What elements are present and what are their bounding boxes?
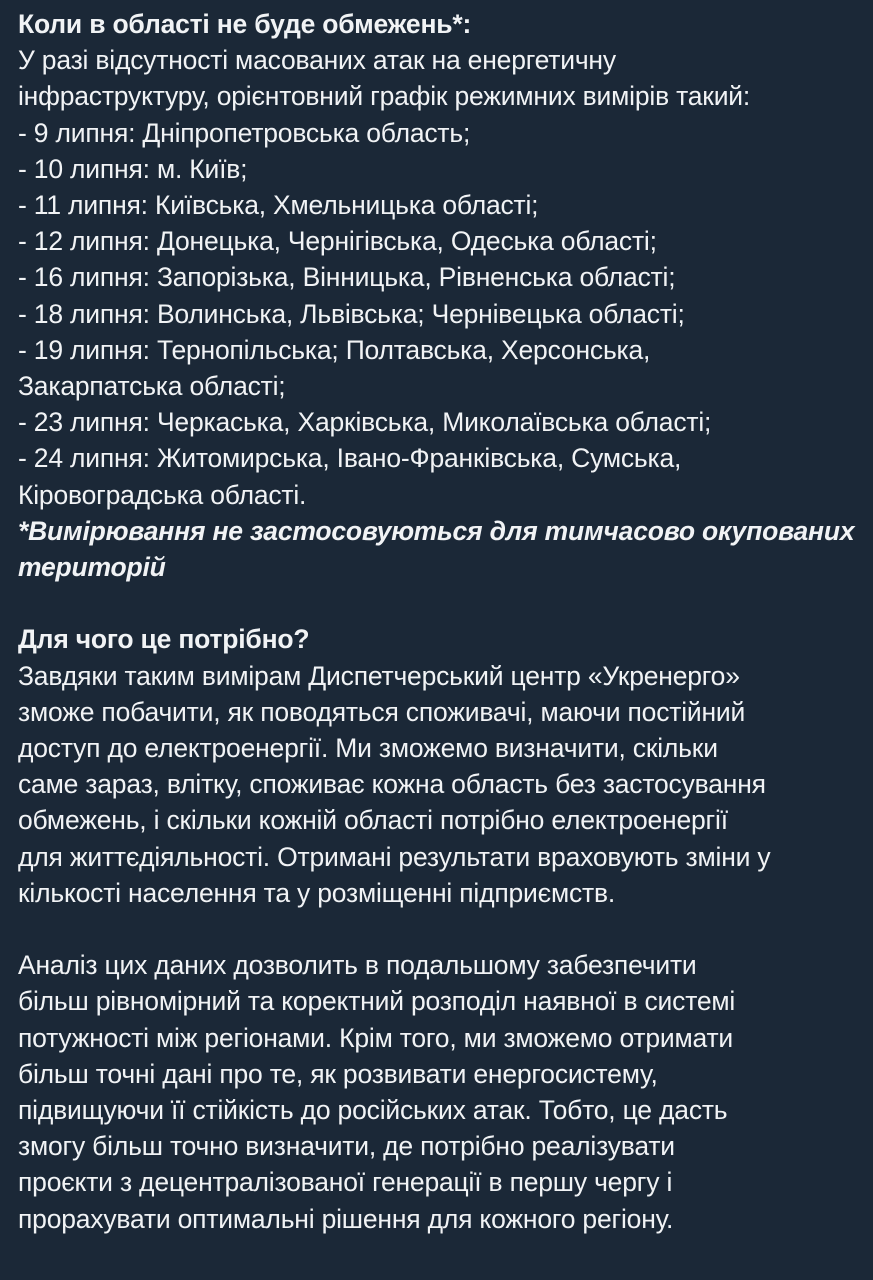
- schedule-item: - 9 липня: Дніпропетровська область;: [18, 117, 471, 148]
- schedule-item: Закарпатська області;: [18, 371, 286, 402]
- paragraph-line: Завдяки таким вимірам Диспетчерський центр «Укренерго»: [18, 660, 740, 691]
- paragraph-line: доступ до електроенергії. Ми зможемо визначити, скільки: [18, 733, 718, 764]
- paragraph-line: саме зараз, влітку, споживає кожна область без застосування: [18, 769, 766, 800]
- paragraph-line: Аналіз цих даних дозволить в подальшому забезпечити: [18, 950, 697, 981]
- paragraph-line: потужності між регіонами. Крім того, ми зможемо отримати: [18, 1022, 734, 1053]
- schedule-item: - 11 липня: Київська, Хмельницька області;: [18, 190, 539, 221]
- schedule-item: - 18 липня: Волинська, Львівська; Чернівецька області;: [18, 298, 685, 329]
- schedule-item: - 16 липня: Запорізька, Вінницька, Рівненська області;: [18, 262, 676, 293]
- footnote-line: *Вимірювання не застосовуються для тимчасово окупованих: [18, 515, 855, 546]
- intro-line: інфраструктуру, орієнтовний графік режимних вимірів такий:: [18, 81, 751, 112]
- schedule-item: - 10 липня: м. Київ;: [18, 153, 248, 184]
- paragraph-line: більш точні дані про те, як розвивати енергосистему,: [18, 1058, 658, 1089]
- footnote-line: територій: [18, 552, 166, 583]
- paragraph-line: більш рівномірний та коректний розподіл наявної в системі: [18, 986, 736, 1017]
- paragraph-line: для життєдіяльності. Отримані результати враховують зміни у: [18, 841, 771, 872]
- paragraph-line: зможе побачити, як поводяться споживачі, маючи постійний: [18, 696, 746, 727]
- paragraph-line: проєкти з децентралізованої генерації в першу чергу і: [18, 1167, 673, 1198]
- schedule-item: - 12 липня: Донецька, Чернігівська, Одеська області;: [18, 226, 657, 257]
- paragraph-line: прорахувати оптимальні рішення для кожного регіону.: [18, 1203, 674, 1234]
- schedule-item: - 24 липня: Житомирська, Івано-Франківська, Сумська,: [18, 443, 682, 474]
- paragraph-line: кількості населення та у розміщенні підприємств.: [18, 877, 615, 908]
- paragraph-line: обмежень, і скільки кожній області потрібно електроенергії: [18, 805, 728, 836]
- section-heading-purpose: Для чого це потрібно?: [18, 624, 310, 655]
- schedule-item: - 19 липня: Тернопільська; Полтавська, Херсонська,: [18, 334, 651, 365]
- section-heading-restrictions: Коли в області не буде обмежень*:: [18, 9, 472, 39]
- paragraph-spacer: [18, 911, 855, 947]
- paragraph-spacer: [18, 585, 855, 621]
- paragraph-line: підвищуючи її стійкість до російських атак. Тобто, це дасть: [18, 1095, 728, 1126]
- paragraph-line: змогу більш точно визначити, де потрібно реалізувати: [18, 1131, 675, 1162]
- intro-line: У разі відсутності масованих атак на енергетичну: [18, 45, 616, 76]
- schedule-item: - 23 липня: Черкаська, Харківська, Миколаївська області;: [18, 407, 712, 438]
- schedule-item: Кіровоградська області.: [18, 479, 307, 510]
